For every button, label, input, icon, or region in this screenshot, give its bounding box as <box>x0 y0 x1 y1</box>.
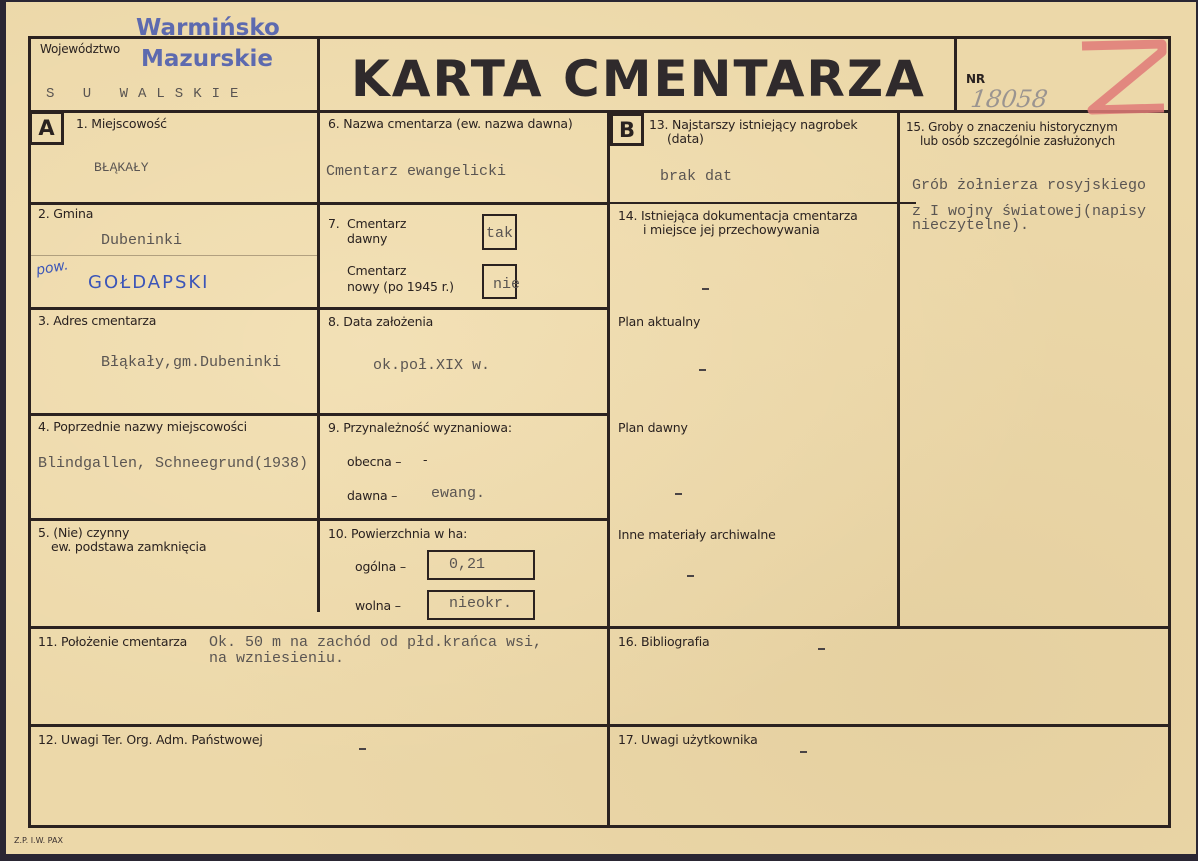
field-11-label: 11. Położenie cmentarza <box>38 634 188 649</box>
row-line-5 <box>28 626 1171 629</box>
field-5-label-2: ew. podstawa zamknięcia <box>51 539 207 554</box>
field-3-label: 3. Adres cmentarza <box>38 313 157 328</box>
field-15-label-2: lub osób szczególnie zasłużonych <box>920 134 1116 148</box>
field-9-current-label: obecna – <box>347 454 402 469</box>
field-17-value <box>800 751 807 753</box>
field-13-label: 13. Najstarszy istniejący nagrobek <box>649 117 858 132</box>
field-11-value-1: Ok. 50 m na zachód od płd.krańca wsi, <box>209 634 543 651</box>
field-10-total-value: 0,21 <box>449 556 486 573</box>
plan-former-value <box>675 493 682 495</box>
field-16-label: 16. Bibliografia <box>618 634 710 649</box>
row-line-gmina-sub <box>31 255 317 256</box>
field-1-value: BŁĄKAŁY <box>94 160 149 175</box>
field-9-current-value: - <box>423 452 428 467</box>
field-7-old-label-2: dawny <box>347 231 388 246</box>
b-row-stub-3 <box>602 518 610 520</box>
divider-header-left <box>317 36 320 612</box>
divider-col-15 <box>897 110 900 629</box>
field-4-label: 4. Poprzednie nazwy miejscowości <box>38 419 247 434</box>
divider-col-b <box>607 110 610 828</box>
field-12-value <box>359 748 366 750</box>
row-line-2 <box>28 307 610 310</box>
field-14-label-2: i miejsce jej przechowywania <box>643 222 820 237</box>
field-12-label: 12. Uwagi Ter. Org. Adm. Państwowej <box>38 732 263 747</box>
field-10-label: 10. Powierzchnia w ha: <box>328 526 468 541</box>
field-2-value: Dubeninki <box>101 232 183 249</box>
field-9-former-value: ewang. <box>431 485 486 502</box>
field-16-value <box>818 648 825 650</box>
row-line-6 <box>28 724 1171 727</box>
field-7-number: 7. <box>328 216 340 231</box>
field-2-handwritten-prefix: pow. <box>34 257 70 279</box>
frame-right <box>1168 36 1171 828</box>
field-8-value: ok.poł.XIX w. <box>373 357 491 374</box>
field-14-label: 14. Istniejąca dokumentacja cmentarza <box>618 208 858 223</box>
section-a-badge: A <box>29 111 64 145</box>
other-materials-label: Inne materiały archiwalne <box>618 527 776 542</box>
field-15-value-1: Grób żołnierza rosyjskiego <box>912 178 1147 194</box>
field-7-old-value: tak <box>486 225 514 242</box>
stamp-line-1: Warmińsko <box>136 15 280 41</box>
wojewodztwo-label: Województwo <box>40 42 120 56</box>
field-2-handwritten-value: GOŁDAPSKI <box>88 272 210 293</box>
field-15-value-3: nieczytelne). <box>912 217 1030 234</box>
nr-value: 18058 <box>969 85 1050 113</box>
field-4-value: Blindgallen, Schneegrund(1938) <box>38 455 309 472</box>
field-10-total-label: ogólna – <box>355 559 406 574</box>
stamp-line-2: Mazurskie <box>141 46 273 72</box>
field-13-label-2: (data) <box>667 131 704 146</box>
cemetery-card <box>6 2 1196 854</box>
field-7-old-label: Cmentarz <box>347 216 407 231</box>
section-b-badge: B <box>610 113 644 146</box>
field-8-label: 8. Data założenia <box>328 314 434 329</box>
field-7-new-label: Cmentarz <box>347 263 407 278</box>
field-7-new-label-2: nowy (po 1945 r.) <box>347 279 454 294</box>
page-title: KARTA CMENTARZA <box>351 50 926 108</box>
field-15-value-2: z I wojny światowej(napisy <box>912 204 1147 220</box>
b-row-stub-1 <box>602 307 610 309</box>
wojewodztwo-value: S U WALSKIE <box>46 86 249 102</box>
field-17-label: 17. Uwagi użytkownika <box>618 732 758 747</box>
nr-label: NR <box>966 72 985 86</box>
b-row-line-13 <box>610 202 897 204</box>
field-15-label: 15. Groby o znaczeniu historycznym <box>906 120 1118 134</box>
plan-current-label: Plan aktualny <box>618 314 701 329</box>
other-materials-value <box>687 575 694 577</box>
frame-left <box>28 36 31 828</box>
row-line-4 <box>28 518 610 521</box>
field-10-free-value: nieokr. <box>449 595 513 612</box>
field-14-value <box>702 288 709 290</box>
red-z-mark-icon <box>1074 38 1169 118</box>
b-row-stub-2 <box>602 413 610 415</box>
field-9-label: 9. Przynależność wyznaniowa: <box>328 420 512 435</box>
field-13-value: brak dat <box>660 168 733 185</box>
frame-bottom <box>28 825 1171 828</box>
printer-mark: Z.P. I.W. PAX <box>14 836 63 845</box>
field-5-label: 5. (Nie) czynny <box>38 525 130 540</box>
divider-header-nr <box>954 36 957 112</box>
plan-former-label: Plan dawny <box>618 420 688 435</box>
row-line-1 <box>28 202 610 205</box>
field-11-value-2: na wzniesieniu. <box>209 650 345 667</box>
row-line-3 <box>28 413 610 416</box>
field-9-former-label: dawna – <box>347 488 398 503</box>
field-7-new-value: nie <box>493 276 521 293</box>
plan-current-value <box>699 369 706 371</box>
field-3-value: Błąkały,gm.Dubeninki <box>101 354 282 371</box>
field-1-label: 1. Miejscowość <box>76 116 167 131</box>
field-6-value: Cmentarz ewangelicki <box>326 163 507 180</box>
field-6-label: 6. Nazwa cmentarza (ew. nazwa dawna) <box>328 116 573 131</box>
field-10-free-label: wolna – <box>355 598 401 613</box>
field-2-label: 2. Gmina <box>38 206 94 221</box>
